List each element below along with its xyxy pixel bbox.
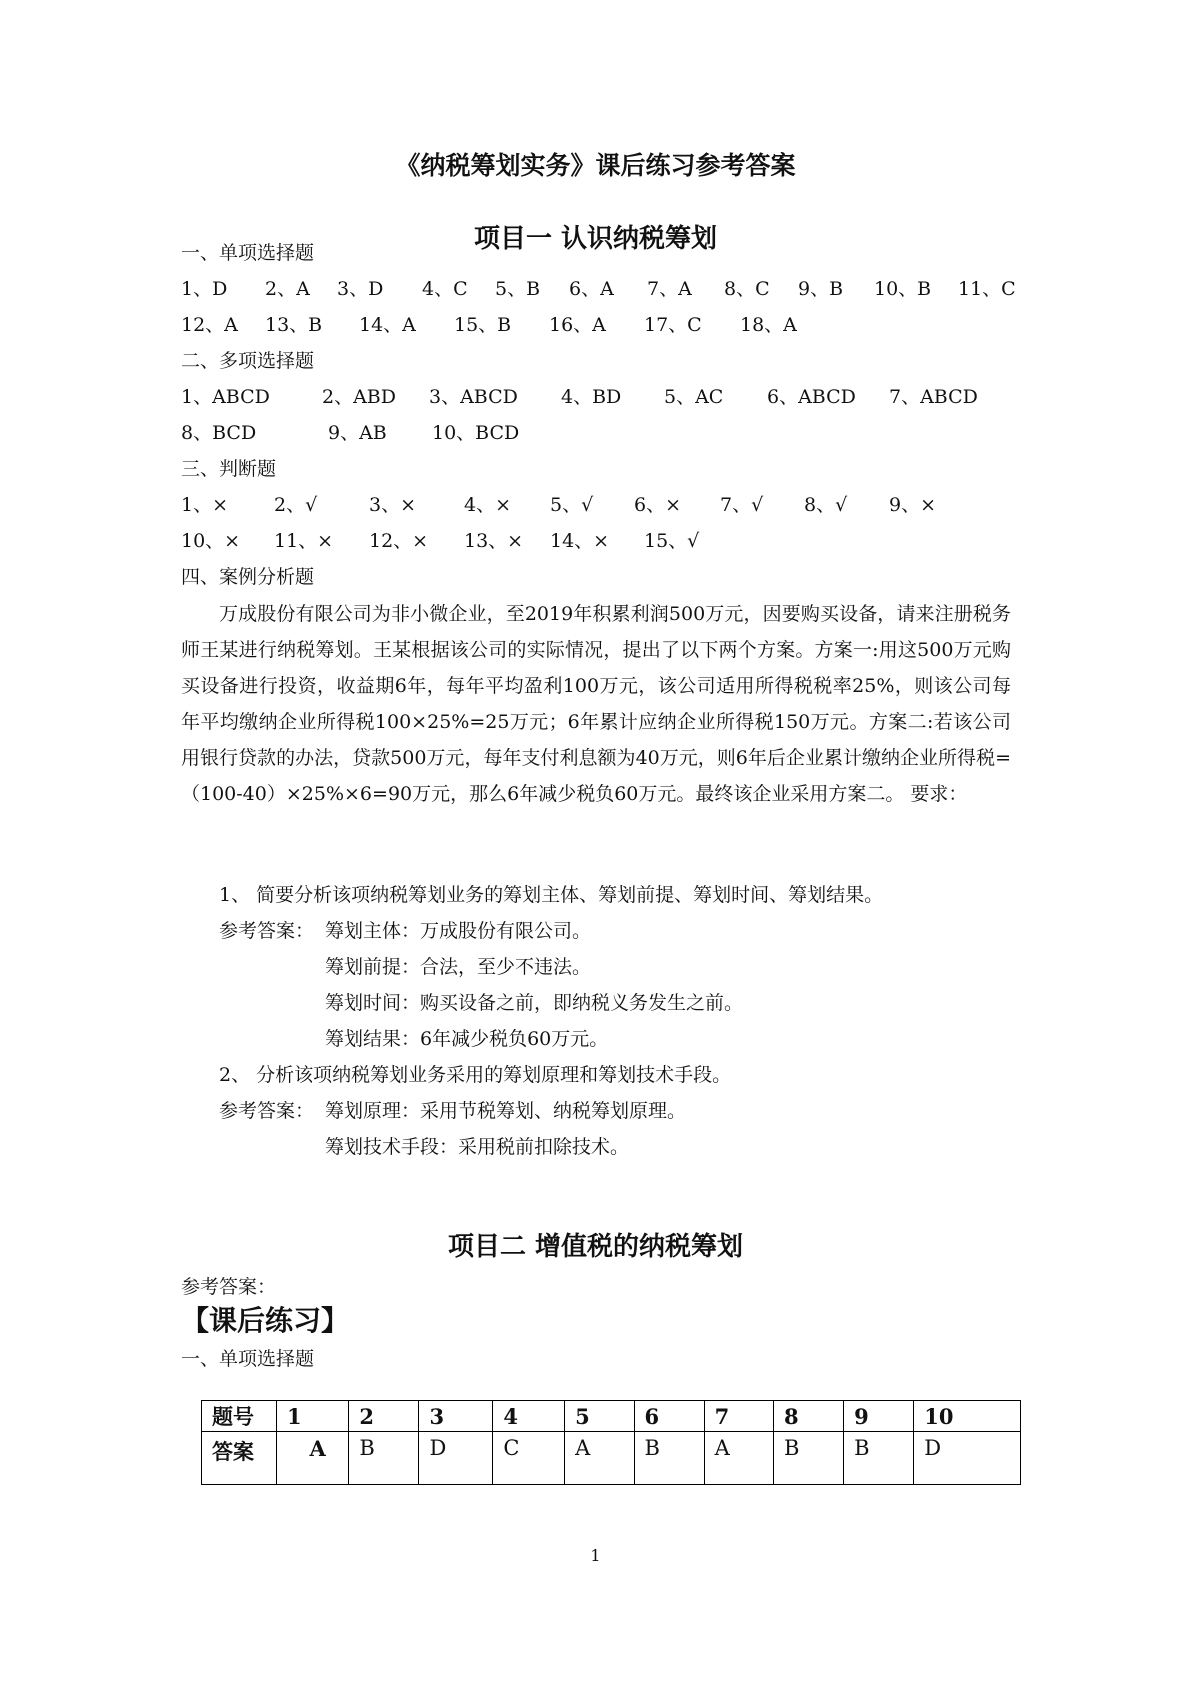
answer-item: 6、×: [634, 494, 682, 516]
answer-item: 14、×: [550, 530, 610, 552]
answer-item: 12、×: [369, 530, 429, 552]
table-cell: 8: [774, 1401, 844, 1432]
p2-single-choice-heading: 一、单项选择题: [181, 1348, 315, 1370]
p1-case-text: 万成股份有限公司为非小微企业，至2019年积累利润500万元，因要购买设备，请来注册税务师王某进行纳税筹划。王某根据该公司的实际情况，提出了以下两个方案。方案一:用这500万元购买设备进行投资，收益期6年，每年平均盈利100万元，该公司适用所得税税率25%，则该公司每年平均缴纳企业所得税100×25%=25万元；6年累计应纳企业所得税150万元。方案二:若该公司用银行贷款的办法，贷款500万元，每年支付利息额为40万元，则6年后企业累计缴纳企业所得税=（100-40）×25%×6=90万元，那么6年减少税负60万元。最终该企业采用方案二。 要求：: [181, 603, 1011, 805]
table-cell: D: [419, 1432, 493, 1485]
answer-item: 4、×: [464, 494, 512, 516]
answer-item: 10、×: [181, 530, 241, 552]
answer-item: 3、ABCD: [429, 386, 518, 408]
answer-item: 3、D: [337, 278, 384, 300]
table-cell: 9: [844, 1401, 914, 1432]
p1-judge-heading: 三、判断题: [181, 458, 277, 480]
table-cell: B: [844, 1432, 914, 1485]
table-cell: A: [565, 1432, 634, 1485]
p1-question-1: 1、 简要分析该项纳税筹划业务的筹划主体、筹划前提、筹划时间、筹划结果。: [219, 884, 884, 906]
answer-item: 17、C: [644, 314, 702, 336]
answer-item: 6、ABCD: [767, 386, 856, 408]
p1-answer1-line: 筹划前提：合法，至少不违法。: [325, 956, 592, 978]
p2-answer-table: [201, 1400, 1021, 1485]
answer-item: 1、ABCD: [181, 386, 270, 408]
table-cell: D: [914, 1432, 1021, 1485]
p1-multi-choice-row1: [181, 384, 1021, 410]
p1-answer1-line: 筹划主体：万成股份有限公司。: [325, 920, 592, 942]
answer-item: 7、√: [720, 494, 764, 516]
answer-item: 16、A: [549, 314, 606, 336]
table-cell: C: [493, 1432, 565, 1485]
table-cell: 7: [704, 1401, 773, 1432]
table-cell: 4: [493, 1401, 565, 1432]
answer-item: 3、×: [369, 494, 417, 516]
answer-item: 8、BCD: [181, 422, 257, 444]
table-cell: A: [704, 1432, 773, 1485]
answer-item: 5、AC: [664, 386, 724, 408]
project2-title: 项目二 增值税的纳税筹划: [447, 1232, 744, 1262]
answer-item: 11、×: [274, 530, 334, 552]
table-cell: 5: [565, 1401, 634, 1432]
p1-case-heading: 四、案例分析题: [181, 566, 315, 588]
table-cell: 6: [634, 1401, 704, 1432]
answer-item: 5、B: [495, 278, 541, 300]
table-row: [202, 1401, 1021, 1432]
answer-item: 13、B: [265, 314, 323, 336]
document-title: 《纳税筹划实务》课后练习参考答案: [395, 151, 796, 180]
answer-item: 14、A: [359, 314, 416, 336]
table-cell: B: [349, 1432, 419, 1485]
answer-item: 10、BCD: [432, 422, 520, 444]
p1-judge-row1: [181, 492, 1021, 518]
p1-answer1-line: 筹划结果：6年减少税负60万元。: [325, 1028, 609, 1050]
p2-practice-heading: 【课后练习】: [181, 1304, 350, 1337]
answer-item: 18、A: [740, 314, 797, 336]
answer-item: 10、B: [874, 278, 932, 300]
answer-item: 4、C: [422, 278, 468, 300]
p1-single-choice-row1: [181, 276, 1021, 302]
answer-item: 9、×: [889, 494, 937, 516]
page-number: 1: [590, 1546, 601, 1565]
answer-item: 2、√: [274, 494, 318, 516]
answer-item: 12、A: [181, 314, 238, 336]
p1-judge-row2: [181, 528, 1021, 554]
table-cell: A: [277, 1432, 349, 1485]
table-row-label: 答案: [202, 1432, 277, 1485]
answer-item: 2、ABD: [322, 386, 397, 408]
answer-item: 9、B: [798, 278, 844, 300]
answer-item: 1、×: [181, 494, 229, 516]
answer-item: 4、BD: [561, 386, 622, 408]
table-row-label: 题号: [202, 1401, 277, 1432]
answer-item: 11、C: [958, 278, 1016, 300]
p1-answer2-label: 参考答案：: [219, 1100, 315, 1122]
p1-answer2-line: 筹划原理：采用节税筹划、纳税筹划原理。: [325, 1100, 687, 1122]
p1-question-2: 2、 分析该项纳税筹划业务采用的筹划原理和筹划技术手段。: [219, 1064, 732, 1086]
answer-item: 1、D: [181, 278, 228, 300]
p1-multi-choice-row2: [181, 420, 1021, 446]
answer-item: 13、×: [464, 530, 524, 552]
answer-item: 9、AB: [328, 422, 387, 444]
table-cell: B: [634, 1432, 704, 1485]
table-row: [202, 1432, 1021, 1485]
table-cell: 10: [914, 1401, 1021, 1432]
answer-item: 5、√: [550, 494, 594, 516]
answer-item: 6、A: [569, 278, 614, 300]
answer-item: 7、ABCD: [889, 386, 978, 408]
answer-item: 8、C: [724, 278, 770, 300]
p1-answer2-line: 筹划技术手段：采用税前扣除技术。: [325, 1136, 630, 1158]
table-cell: 3: [419, 1401, 493, 1432]
answer-item: 7、A: [647, 278, 692, 300]
p2-reference-label: 参考答案：: [181, 1276, 277, 1298]
p1-multi-choice-heading: 二、多项选择题: [181, 350, 315, 372]
answer-item: 15、√: [644, 530, 700, 552]
p1-single-choice-heading: 一、单项选择题: [181, 242, 315, 264]
table-cell: 1: [277, 1401, 349, 1432]
table-cell: B: [774, 1432, 844, 1485]
p1-answer1-label: 参考答案：: [219, 920, 315, 942]
project1-title: 项目一 认识纳税筹划: [473, 224, 718, 254]
answer-item: 15、B: [454, 314, 512, 336]
table-cell: 2: [349, 1401, 419, 1432]
p1-answer1-line: 筹划时间：购买设备之前，即纳税义务发生之前。: [325, 992, 744, 1014]
p1-single-choice-row2: [181, 312, 1021, 338]
answer-item: 2、A: [265, 278, 310, 300]
answer-item: 8、√: [804, 494, 848, 516]
